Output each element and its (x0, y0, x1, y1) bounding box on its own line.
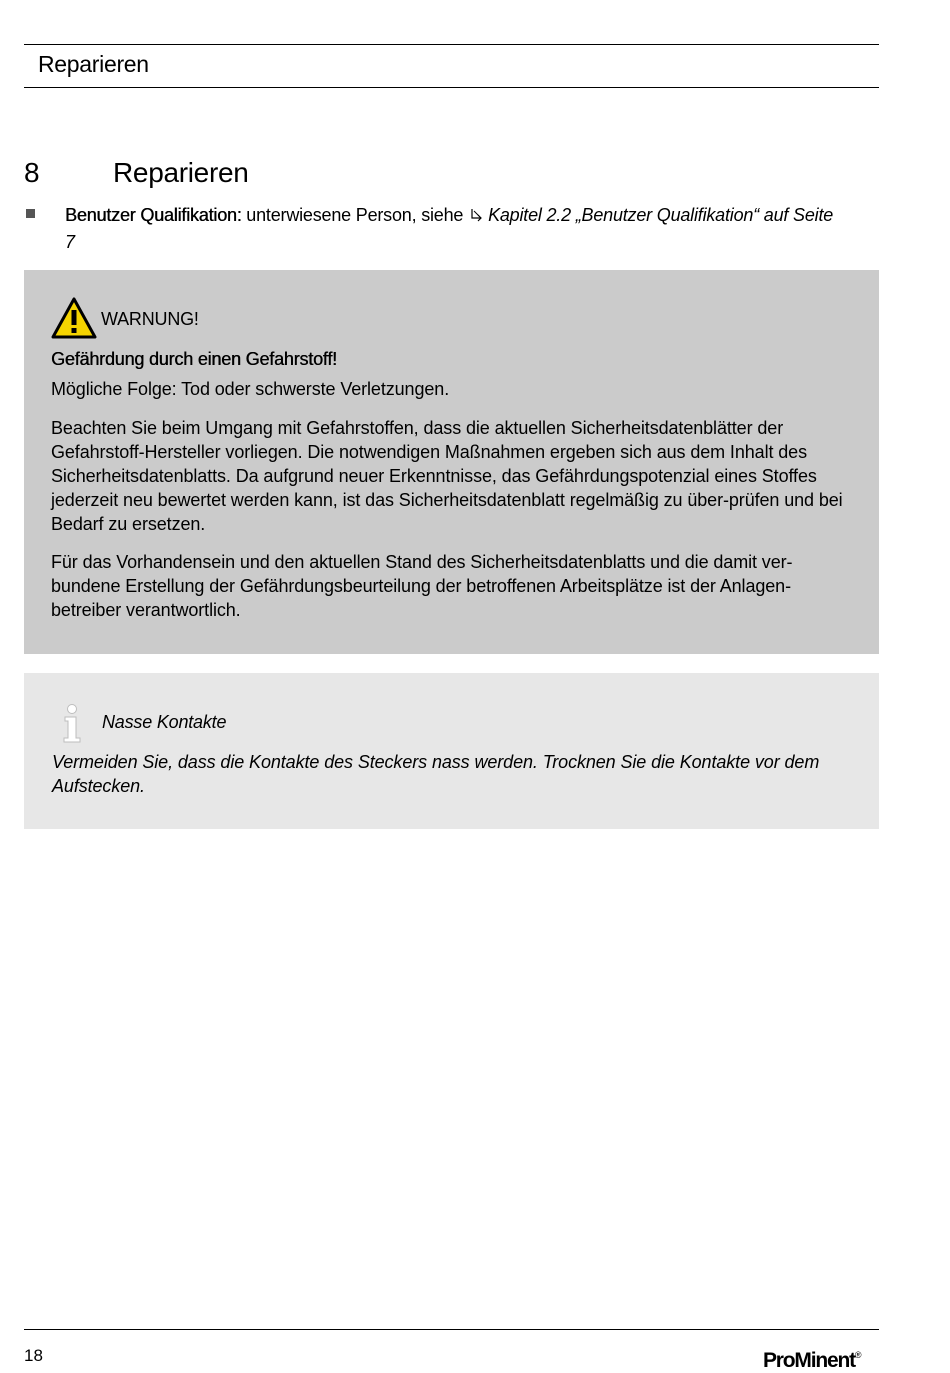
chapter-title: Reparieren (113, 157, 249, 188)
running-header-title: Reparieren (38, 51, 149, 77)
warning-paragraph: Für das Vorhandensein und den aktuellen Stand des Sicherheitsdatenblatts und die damit ver-bundene Erstellung der Gefährdungsbeurteilung der betroffenen Arbeitsplätze ist der Anlagen-betreiber verantwortlich. (51, 552, 793, 620)
brand-name: ProMinent (763, 1349, 855, 1372)
qualification-item (65, 203, 845, 254)
chapter-reference-link[interactable]: Kapitel 2.2 „Benutzer Qualifikation“ auf Seite 7 (65, 205, 834, 252)
qualification-label: Benutzer Qualifikation: (65, 205, 242, 225)
header-rule-bottom (24, 87, 879, 88)
qualification-text: unterwiesene Person, siehe (241, 205, 464, 225)
info-icon (59, 703, 85, 748)
warning-hazard: Gefährdung durch einen Gefahrstoff! (51, 349, 337, 369)
warning-paragraph: Beachten Sie beim Umgang mit Gefahrstoffen, dass die aktuellen Sicherheitsdatenblätter der Gefahrstoff-Hersteller vorliegen. Die notwendigen Maßnahmen ergeben sich aus dem Inhalt des Sicherheitsdatenblatts. Da aufgrund neuer Erkenntnisse, das Gefährdungspotenzial eines Stoffes jederzeit neu bewertet werden kann, ist das Sicherheitsdatenblatt regelmäßig zu über-prüfen und bei Bedarf zu ersetzen. (51, 418, 843, 534)
list-bullet (26, 209, 35, 218)
registered-mark: ® (854, 1350, 862, 1360)
footer-rule (24, 1329, 879, 1330)
page-number: 18 (24, 1346, 43, 1365)
info-title: Nasse Kontakte (102, 712, 227, 732)
header-rule-top (24, 44, 879, 45)
warning-box (24, 270, 879, 654)
link-arrow-icon (470, 206, 484, 230)
warning-triangle-icon (51, 297, 97, 344)
info-text: Vermeiden Sie, dass die Kontakte des Steckers nass werden. Trocknen Sie die Kontakte vor dem Aufstecken. (52, 752, 820, 796)
chapter-number: 8 (24, 157, 40, 188)
warning-signal-word: WARNUNG! (101, 309, 199, 329)
info-box (24, 673, 879, 829)
warning-consequence: Mögliche Folge: Tod oder schwerste Verletzungen. (51, 379, 450, 399)
